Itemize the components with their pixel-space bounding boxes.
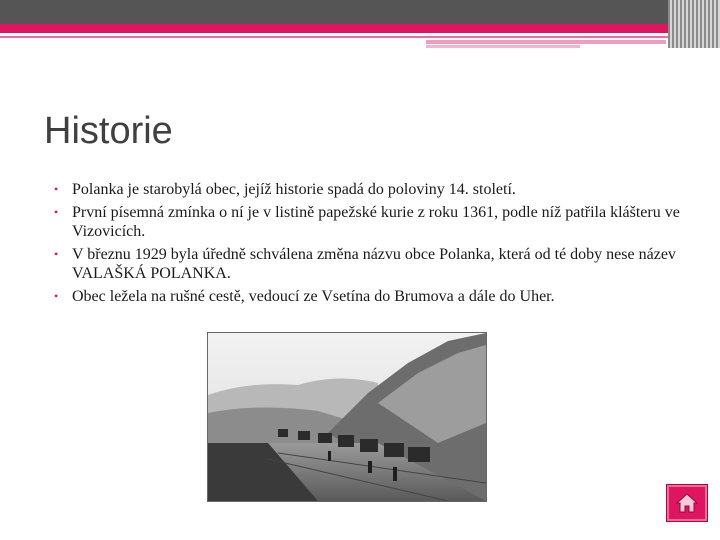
bullet-list: [54, 180, 684, 310]
decor-line: [426, 40, 666, 44]
bullet-text: Obec ležela na rušné cestě, vedoucí ze Vsetína do Brumova a dále do Uher.: [72, 288, 555, 305]
corner-decoration: [668, 0, 720, 48]
bullet-item: [54, 245, 684, 283]
bullet-dot-icon: •: [54, 182, 59, 196]
bullet-item: [54, 287, 684, 306]
accent-bar: [0, 24, 720, 33]
historic-photo: [207, 332, 487, 502]
home-button[interactable]: [666, 484, 708, 522]
historic-photo-image: [208, 333, 486, 501]
header-bar: [0, 0, 720, 24]
bullet-text: První písemná zmínka o ní je v listině papežské kurie z roku 1361, podle níž patřila klášteru ve Vizovicích.: [72, 204, 680, 240]
slide-title: Historie: [44, 110, 173, 152]
bullet-dot-icon: •: [54, 247, 59, 261]
bullet-item: [54, 203, 684, 241]
bullet-text: V březnu 1929 byla úředně schválena změna názvu obce Polanka, která od té doby nese název VALAŠKÁ POLANKA.: [72, 246, 676, 282]
home-icon: [675, 491, 699, 515]
decor-line: [426, 45, 580, 48]
bullet-item: [54, 180, 684, 199]
bullet-dot-icon: •: [54, 289, 59, 303]
decor-line: [0, 36, 710, 38]
bullet-dot-icon: •: [54, 205, 59, 219]
bullet-text: Polanka je starobylá obec, jejíž historie spadá do poloviny 14. století.: [72, 181, 516, 198]
